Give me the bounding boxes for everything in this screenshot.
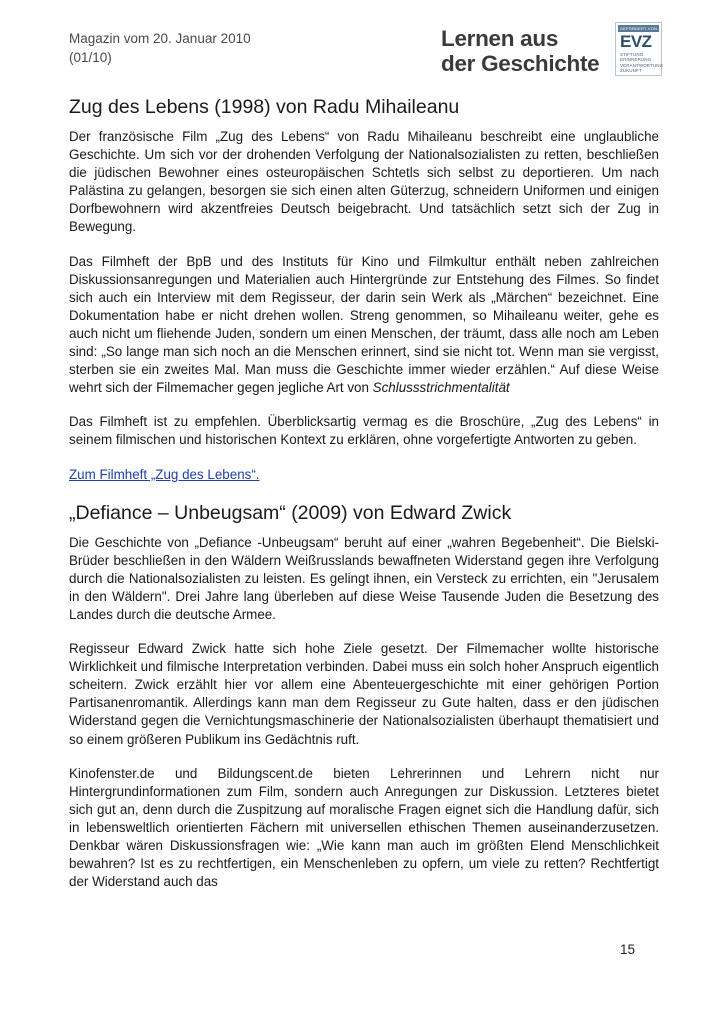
section-title-zug-des-lebens: Zug des Lebens (1998) von Radu Mihaileanu bbox=[69, 96, 460, 118]
article-content bbox=[69, 94, 659, 907]
logo-subtext-line: ERINNERUNG bbox=[620, 57, 652, 63]
paragraph: Kinofenster.de und Bildungscent.de bieten Lehrerinnen und Lehrern nicht nur Hintergrundinformationen zum Film, sondern auch Anregungen zur Diskussion. Letzteres bietet sich gut an, denn durch die Zuspitzung auf moralische Fragen eignet sich die Handlung dafür, sich in lebensweltlich orientierten Fächern mit universellen ethischen Themen auseinanderzusetzen. Denkbar wären Diskussionsfragen wie: „Wie kann man auch im größten Elend Menschlichkeit bewahren? Ist es zu rechtfertigen, ein Menschenleben zu opfern, um viele zu retten? Rechtfertigt der Widerstand auch das bbox=[69, 765, 659, 890]
page-number: 15 bbox=[620, 942, 636, 957]
paragraph bbox=[69, 253, 659, 398]
logo-subtext-line: ZUKUNFT bbox=[620, 67, 642, 73]
filmheft-link[interactable]: Zum Filmheft „Zug des Lebens“. bbox=[69, 466, 260, 482]
paragraph: Die Geschichte von „Defiance -Unbeugsam“ beruht auf einer „wahren Begebenheit“. Die Bielski-Brüder beschließen in den Wäldern Weißrusslands bewaffneten Widerstand gegen ihre Verfolgung durch die Nationalsozialisten zu leisten. Es gelingt ihnen, ein Versteck zu errichten, ein "Jerusalem in den Wäldern". Drei Jahre lang überleben auf diese Weise Tausende Juden die Besetzung des Landes durch die deutsche Armee. bbox=[69, 534, 659, 622]
paragraph: Der französische Film „Zug des Lebens“ von Radu Mihaileanu beschreibt eine unglaubliche Geschichte. Um sich vor der drohenden Verfolgung der Nationalsozialisten zu retten, beschließen die jüdischen Bewohner eines osteuropäischen Schtetls sich selbst zu deportieren. Um nach Palästina zu gelangen, besorgen sie sich einen alten Güterzug, schneidern Uniformen und einigen Dorfbewohnern wird akzentfreies Deutsch beigebracht. Und tatsächlich setzt sich der Zug in Bewegung. bbox=[69, 129, 659, 235]
brand-line-1: Lernen aus bbox=[441, 26, 559, 51]
emphasis-term: Schlussstrichmentalität bbox=[372, 380, 510, 396]
brand-wordmark bbox=[441, 26, 599, 76]
evz-logo bbox=[615, 22, 662, 76]
logo-subtext bbox=[620, 52, 663, 73]
magazine-date: Magazin vom 20. Januar 2010 bbox=[69, 31, 251, 46]
paragraph: Das Filmheft ist zu empfehlen. Überblicksartig vermag es die Broschüre, „Zug des Lebens“ in seinem filmischen und historischen Kontext zu erklären, ohne vorgefertigte Antworten zu geben. bbox=[69, 414, 659, 448]
header-meta bbox=[69, 29, 251, 67]
logo-subtext-line: VERANTWORTUNG bbox=[620, 62, 664, 68]
section-title-defiance: „Defiance – Unbeugsam“ (2009) von Edward Zwick bbox=[69, 501, 512, 524]
brand-line-2: der Geschichte bbox=[441, 51, 600, 76]
paragraph-text: Das Filmheft der BpB und des Instituts für Kino und Filmkultur enthält neben zahlreichen Diskussionsanregungen und Materialien auch Hintergründe zur Entstehung des Filmes. So findet sich auch ein Interview mit dem Regisseur, der darin sein Werk als „Märchen“ bezeichnet. Eine Dokumentation habe er nicht drehen wollen. Streng genommen, so Mihaileanu weiter, gehe es auch nicht um fliehende Juden, sondern um einen Menschen, der träumt, dass alle noch am Leben sind: „So lange man sich noch an die Menschen erinnert, sind sie nicht tot. Wenn man sie vergisst, sterben sie ein zweites Mal. Man muss die Geschichte immer wieder erzählen.“ Auf diese Weise wehrt sich der Filmemacher gegen jegliche Art von bbox=[69, 253, 659, 396]
logo-mark: EVZ bbox=[620, 32, 652, 51]
logo-subtext-line: STIFTUNG bbox=[620, 52, 644, 57]
paragraph: Regisseur Edward Zwick hatte sich hohe Ziele gesetzt. Der Filmemacher wollte historische Wirklichkeit und filmische Interpretation verbinden. Dabei muss ein solch hoher Anspruch eigentlich scheitern. Zwick erzählt hier vor allem eine Abenteuergeschichte mit einer gehörigen Portion Partisanenromantik. Allerdings kann man dem Regisseur zu Gute halten, dass er den jüdischen Widerstand gegen die Vernichtungsmaschinerie der Nationalsozialisten überhaupt thematisiert und so einem größeren Publikum ins Gedächtnis ruft. bbox=[69, 641, 659, 747]
logo-sponsor-label: GEFÖRDERT VON bbox=[619, 26, 658, 31]
link-paragraph bbox=[69, 466, 659, 484]
issue-number: (01/10) bbox=[69, 50, 112, 65]
